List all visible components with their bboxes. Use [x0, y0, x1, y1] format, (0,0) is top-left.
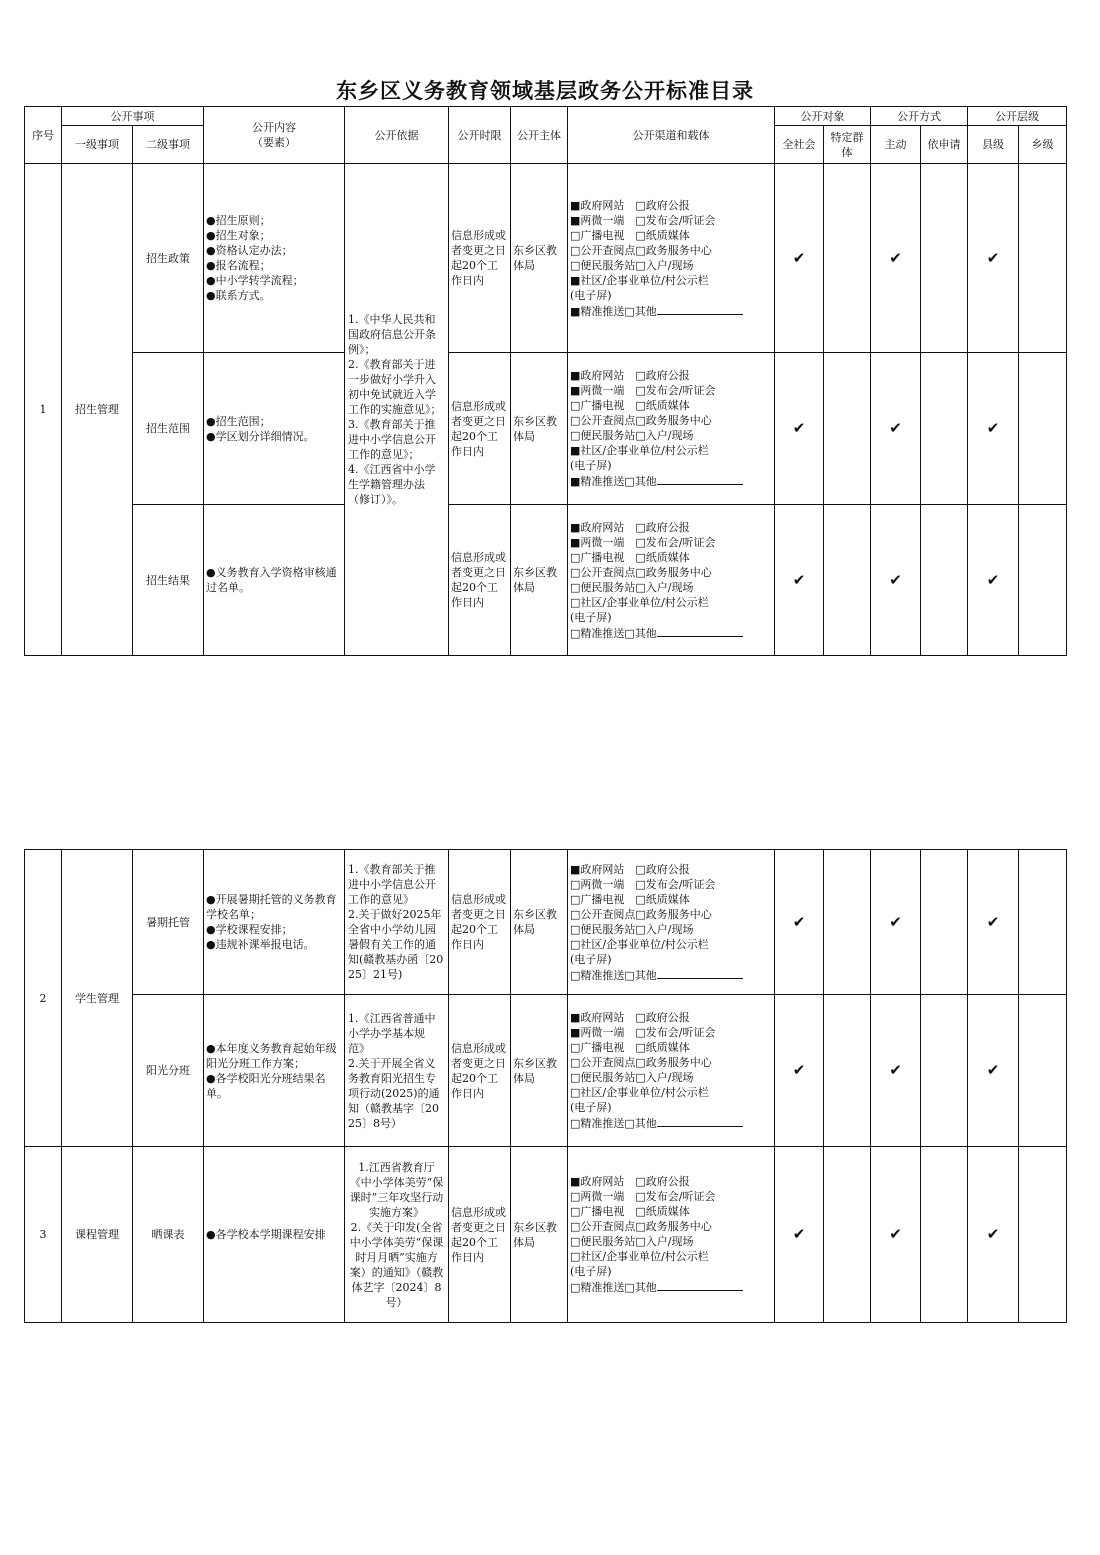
- channel-line: □广播电视 □纸质媒体: [570, 892, 690, 906]
- header-level2: 二级事项: [133, 126, 204, 164]
- content-item: ●资格认定办法；: [206, 244, 293, 257]
- content-item: ●联系方式。: [206, 289, 271, 302]
- content-item: ●违规补课举报电话。: [206, 938, 315, 951]
- catalog-table-part-1: [24, 106, 1067, 656]
- header-township: 乡级: [1019, 126, 1067, 164]
- level1-cell: 招生管理: [62, 164, 133, 656]
- channel-line: (电子屏): [570, 1265, 612, 1278]
- check-active: ✔: [871, 353, 921, 505]
- channels-cell: [568, 505, 775, 656]
- empty-on-request: [921, 850, 968, 995]
- check-all-society: ✔: [775, 850, 824, 995]
- check-all-society: ✔: [775, 164, 824, 353]
- content-item: ●招生对象；: [206, 229, 271, 242]
- header-time-limit: 公开时限: [449, 107, 511, 164]
- basis-item: 2.关于做好2025年全省中小学幼儿园暑假有关工作的通知(赣教基办函〔2025〕21号): [348, 908, 444, 981]
- basis-item: 1.江西省教育厅《中小学体美劳“保课时”三年攻坚行动实施方案》: [349, 1160, 444, 1219]
- channel-line: [570, 303, 772, 319]
- header-subject: 公开主体: [511, 107, 568, 164]
- header-content-line1: 公开内容: [252, 121, 296, 134]
- basis-item: 3.《教育部关于推进中小学信息公开工作的意见》；: [348, 418, 436, 461]
- seq-cell: 1: [25, 164, 62, 656]
- channel-line: ■两微一端 □发布会/听证会: [570, 1026, 716, 1039]
- channels-cell: [568, 353, 775, 505]
- content-item: ●本年度义务教育起始年级阳光分班工作方案；: [206, 1041, 337, 1070]
- header-method: 公开方式: [871, 107, 968, 126]
- table-row: [25, 850, 1067, 995]
- channel-text: ■精准推送□其他: [570, 475, 657, 488]
- subject-cell: 东乡区教体局: [511, 353, 568, 505]
- page-title: 东乡区义务教育领域基层政务公开标准目录: [336, 78, 754, 103]
- channel-line: □便民服务站□入户/现场: [570, 1235, 694, 1248]
- basis-item: 1.《中华人民共和国政府信息公开条例》；: [348, 313, 436, 356]
- subject-cell: 东乡区教体局: [511, 164, 568, 353]
- empty-township: [1019, 1147, 1067, 1323]
- blank-underline: [657, 625, 743, 637]
- check-county: ✔: [968, 850, 1019, 995]
- channel-line: □公开查阅点□政务服务中心: [570, 414, 712, 427]
- blank-underline: [657, 473, 743, 485]
- check-active: ✔: [871, 850, 921, 995]
- channel-text: ■精准推送□其他: [570, 304, 657, 318]
- check-all-society: ✔: [775, 353, 824, 505]
- level2-cell: 招生政策: [133, 164, 204, 353]
- basis-item: 2.《关于印发(全省中小学体美劳“保课时月月晒”实施方案）的通知》（赣教体艺字〔2024〕8号）: [349, 1220, 444, 1309]
- level2-cell: 暑期托管: [133, 850, 204, 995]
- table-row: [25, 505, 1067, 656]
- empty-on-request: [921, 505, 968, 656]
- content-item: ●各学校阳光分班结果名单。: [206, 1071, 326, 1100]
- table-row: [25, 995, 1067, 1147]
- channels-cell: [568, 1147, 775, 1323]
- blank-underline: [657, 1279, 743, 1291]
- channel-line: □两微一端 □发布会/听证会: [570, 877, 716, 891]
- channel-line: □广播电视 □纸质媒体: [570, 550, 690, 564]
- content-item: ●学校课程安排；: [206, 923, 293, 936]
- level2-cell: 晒课表: [133, 1147, 204, 1323]
- content-cell: [204, 1147, 345, 1323]
- channel-text: □精准推送□其他: [570, 1117, 657, 1130]
- empty-on-request: [921, 1147, 968, 1323]
- channels-cell: [568, 850, 775, 995]
- channel-line: ■社区/企事业单位/村公示栏: [570, 444, 709, 457]
- header-level: 公开层级: [968, 107, 1067, 126]
- check-active: ✔: [871, 995, 921, 1147]
- header-specific-group: 特定群体: [824, 126, 871, 164]
- empty-specific-group: [824, 995, 871, 1147]
- channel-text: □精准推送□其他: [570, 968, 657, 982]
- content-cell: [204, 850, 345, 995]
- empty-on-request: [921, 995, 968, 1147]
- channel-line: ■政府网站 □政府公报: [570, 1011, 690, 1024]
- table-row: [25, 164, 1067, 353]
- level1-cell: 学生管理: [62, 850, 133, 1147]
- header-on-request: 依申请: [921, 126, 968, 164]
- channel-line: □社区/企事业单位/村公示栏: [570, 937, 709, 951]
- content-item: ●中小学转学流程；: [206, 274, 304, 287]
- channel-line: (电子屏): [570, 610, 612, 624]
- time-limit-cell: 信息形成或者变更之日起20个工作日内: [449, 164, 511, 353]
- basis-item: 4.《江西省中小学生学籍管理办法（修订）》。: [348, 463, 436, 506]
- header-channels: 公开渠道和载体: [568, 107, 775, 164]
- channel-line: (电子屏): [570, 1101, 612, 1114]
- content-cell: [204, 164, 345, 353]
- level2-cell: 招生范围: [133, 353, 204, 505]
- level1-cell: 课程管理: [62, 1147, 133, 1323]
- basis-cell: [345, 164, 449, 656]
- basis-item: 2.关于开展全省义务教育阳光招生专项行动(2025)的通知（赣教基字〔2025〕8号）: [348, 1056, 440, 1130]
- channel-line: □公开查阅点□政务服务中心: [570, 565, 712, 579]
- check-active: ✔: [871, 505, 921, 656]
- table-row: [25, 353, 1067, 505]
- channel-line: (电子屏): [570, 288, 612, 302]
- header-level1: 一级事项: [62, 126, 133, 164]
- content-item: ●开展暑期托管的义务教育学校名单；: [206, 893, 337, 921]
- empty-township: [1019, 850, 1067, 995]
- check-county: ✔: [968, 995, 1019, 1147]
- empty-specific-group: [824, 353, 871, 505]
- content-cell: [204, 353, 345, 505]
- channel-line: □社区/企事业单位/村公示栏: [570, 1086, 709, 1099]
- time-limit-cell: 信息形成或者变更之日起20个工作日内: [449, 850, 511, 995]
- content-item: ●报名流程；: [206, 259, 271, 272]
- content-item: ●义务教育入学资格审核通过名单。: [206, 566, 337, 594]
- empty-township: [1019, 164, 1067, 353]
- basis-item: 2.《教育部关于进一步做好小学升入初中免试就近入学工作的实施意见》；: [348, 358, 442, 416]
- channel-line: ■政府网站 □政府公报: [570, 1175, 690, 1188]
- channel-line: ■社区/企事业单位/村公示栏: [570, 273, 709, 287]
- content-item: ●招生范围；: [206, 414, 271, 428]
- channel-line: □广播电视 □纸质媒体: [570, 228, 690, 242]
- empty-specific-group: [824, 164, 871, 353]
- time-limit-cell: 信息形成或者变更之日起20个工作日内: [449, 1147, 511, 1323]
- check-county: ✔: [968, 505, 1019, 656]
- table-row: [25, 1147, 1067, 1323]
- content-item: ●学区划分详细情况。: [206, 429, 315, 443]
- time-limit-cell: 信息形成或者变更之日起20个工作日内: [449, 995, 511, 1147]
- channel-line: □公开查阅点□政务服务中心: [570, 1056, 712, 1069]
- channel-line: □便民服务站□入户/现场: [570, 429, 694, 442]
- content-item: ●各学校本学期课程安排: [206, 1228, 326, 1241]
- channel-line: ■两微一端 □发布会/听证会: [570, 384, 716, 397]
- check-county: ✔: [968, 164, 1019, 353]
- level2-cell: 阳光分班: [133, 995, 204, 1147]
- subject-cell: 东乡区教体局: [511, 505, 568, 656]
- header-target: 公开对象: [775, 107, 871, 126]
- channel-line: □广播电视 □纸质媒体: [570, 1041, 690, 1054]
- channel-line: ■政府网站 □政府公报: [570, 369, 690, 382]
- check-all-society: ✔: [775, 505, 824, 656]
- channel-line: (电子屏): [570, 459, 612, 472]
- check-all-society: ✔: [775, 995, 824, 1147]
- subject-cell: 东乡区教体局: [511, 1147, 568, 1323]
- empty-township: [1019, 505, 1067, 656]
- seq-cell: 2: [25, 850, 62, 1147]
- channel-line: □社区/企事业单位/村公示栏: [570, 1250, 709, 1263]
- basis-item: 1.《江西省普通中小学办学基本规范》: [348, 1011, 436, 1055]
- empty-specific-group: [824, 1147, 871, 1323]
- empty-specific-group: [824, 505, 871, 656]
- channel-line: ■两微一端 □发布会/听证会: [570, 535, 716, 549]
- empty-specific-group: [824, 850, 871, 995]
- channels-cell: [568, 995, 775, 1147]
- channel-line: □广播电视 □纸质媒体: [570, 399, 690, 412]
- channel-line: [570, 473, 772, 489]
- check-all-society: ✔: [775, 1147, 824, 1323]
- channel-line: □公开查阅点□政务服务中心: [570, 907, 712, 921]
- content-cell: [204, 995, 345, 1147]
- channel-line: ■政府网站 □政府公报: [570, 198, 690, 212]
- header-matters: 公开事项: [62, 107, 204, 126]
- channel-line: ■政府网站 □政府公报: [570, 862, 690, 876]
- basis-cell: [345, 995, 449, 1147]
- header-seq: 序号: [25, 107, 62, 164]
- channel-line: [570, 1279, 772, 1295]
- header-active: 主动: [871, 126, 921, 164]
- content-item: ●招生原则；: [206, 214, 271, 227]
- channel-line: ■两微一端 □发布会/听证会: [570, 213, 716, 227]
- channel-line: [570, 967, 772, 983]
- time-limit-cell: 信息形成或者变更之日起20个工作日内: [449, 353, 511, 505]
- channel-line: ■政府网站 □政府公报: [570, 520, 690, 534]
- channel-line: □公开查阅点□政务服务中心: [570, 1220, 712, 1233]
- check-county: ✔: [968, 353, 1019, 505]
- header-content: [204, 107, 345, 164]
- channel-line: □公开查阅点□政务服务中心: [570, 243, 712, 257]
- basis-cell: [345, 1147, 449, 1323]
- channel-line: □便民服务站□入户/现场: [570, 580, 694, 594]
- level2-cell: 招生结果: [133, 505, 204, 656]
- channel-line: □便民服务站□入户/现场: [570, 1071, 694, 1084]
- subject-cell: 东乡区教体局: [511, 995, 568, 1147]
- channel-line: □社区/企事业单位/村公示栏: [570, 595, 709, 609]
- empty-on-request: [921, 164, 968, 353]
- subject-cell: 东乡区教体局: [511, 850, 568, 995]
- basis-cell: [345, 850, 449, 995]
- channel-line: □广播电视 □纸质媒体: [570, 1205, 690, 1218]
- header-all-society: 全社会: [775, 126, 824, 164]
- channel-line: (电子屏): [570, 952, 612, 966]
- channel-line: [570, 1115, 772, 1131]
- channel-line: □便民服务站□入户/现场: [570, 922, 694, 936]
- check-county: ✔: [968, 1147, 1019, 1323]
- check-active: ✔: [871, 164, 921, 353]
- channels-cell: [568, 164, 775, 353]
- seq-cell: 3: [25, 1147, 62, 1323]
- empty-on-request: [921, 353, 968, 505]
- blank-underline: [657, 967, 743, 979]
- table-header: [25, 107, 1067, 164]
- check-active: ✔: [871, 1147, 921, 1323]
- blank-underline: [657, 1115, 743, 1127]
- header-content-line2: （要素）: [252, 136, 296, 149]
- channel-line: □两微一端 □发布会/听证会: [570, 1190, 716, 1203]
- channel-line: □便民服务站□入户/现场: [570, 258, 694, 272]
- catalog-table-part-2: [24, 849, 1067, 1323]
- header-county: 县级: [968, 126, 1019, 164]
- channel-line: [570, 625, 772, 641]
- blank-underline: [657, 303, 743, 315]
- time-limit-cell: 信息形成或者变更之日起20个工作日内: [449, 505, 511, 656]
- content-cell: [204, 505, 345, 656]
- header-basis: 公开依据: [345, 107, 449, 164]
- channel-text: □精准推送□其他: [570, 626, 657, 640]
- basis-item: 1.《教育部关于推进中小学信息公开工作的意见》: [348, 863, 436, 906]
- empty-township: [1019, 995, 1067, 1147]
- empty-township: [1019, 353, 1067, 505]
- channel-text: □精准推送□其他: [570, 1281, 657, 1294]
